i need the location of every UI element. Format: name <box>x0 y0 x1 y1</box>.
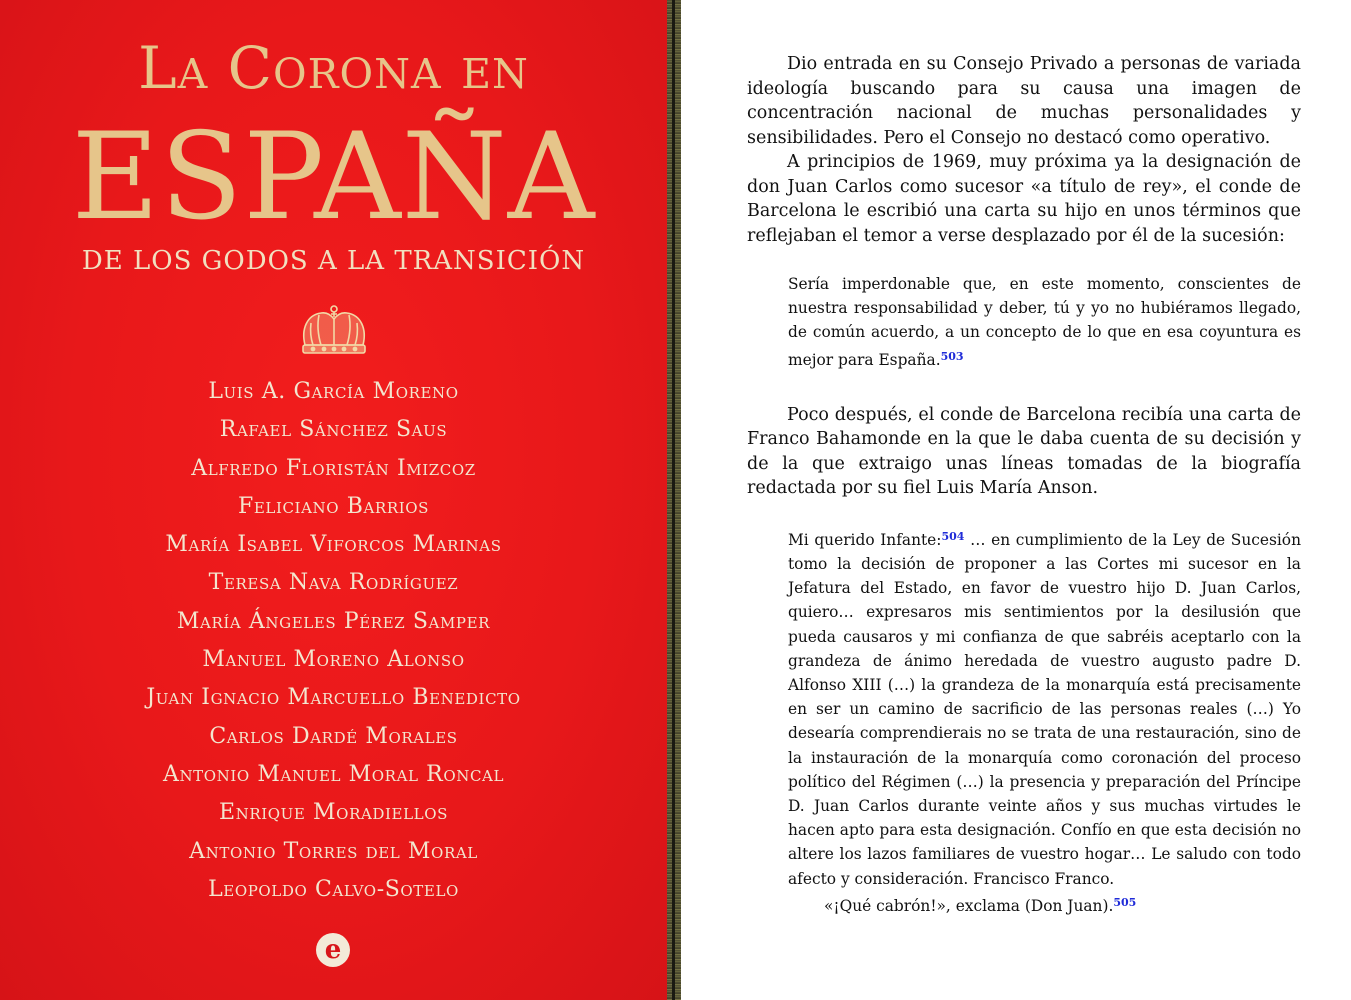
book-cover <box>0 0 667 1000</box>
author-name: Juan Ignacio Marcuello Benedicto <box>146 685 521 711</box>
book-spine-divider <box>667 0 681 1000</box>
publisher-logo-icon: e <box>316 933 350 967</box>
cover-title-line2-text: ESPAÑA <box>71 108 596 247</box>
author-list <box>0 373 667 909</box>
author-name: Feliciano Barrios <box>237 493 430 519</box>
paragraph-1: Dio entrada en su Consejo Privado a personas de variada ideología buscando para su causa una imagen de concentración nacional de muchas personalidades y sensibilidades. Pero el Consejo no destacó como operativo. <box>747 54 1301 148</box>
cover-title-line1 <box>0 34 667 102</box>
quote-3-text: «¡Qué cabrón!», exclama (Don Juan). <box>824 896 1114 915</box>
author-name: Leopoldo Calvo-Sotelo <box>208 876 459 902</box>
author-name: Antonio Torres del Moral <box>189 838 478 864</box>
book-page-text <box>747 52 1301 918</box>
quote-2-text: … en cumplimiento de la Ley de Sucesión tomo la decisión de proponer a las Cortes mi sucesor en la Jefatura del Estado, en favor de vuestro hijo D. Juan Carlos, quiero… expresaros mis sentimientos por la desilusión que pueda causaros y mi confianza de que sabréis aceptarlo con la grandeza de ánimo heredada de vuestro augusto padre D. Alfonso XIII (…) la grandeza de la monarquía está precisamente en ser un camino de sacrificio de las personas reales (…) Yo desearía comprendierais no se trata de una restauración, sino de la instauración de la monarquía como coronación del proceso político del Régimen (…) la presencia y preparación del Príncipe D. Juan Carlos durante veinte años y sus muchas virtudes le hacen apto para esta designación. Confío en que esta decisión no altere los lazos familiares de vuestro hogar… Le saludo con todo afecto y consideración. Francisco Franco. <box>788 530 1301 888</box>
author-name: María Isabel Viforcos Marinas <box>165 532 502 558</box>
cover-title-line2 <box>0 108 667 247</box>
author-name: María Ángeles Pérez Samper <box>176 608 491 634</box>
block-quote-1 <box>788 272 1301 372</box>
block-quote-3 <box>788 891 1301 918</box>
author-name: Rafael Sánchez Saus <box>219 417 448 443</box>
footnote-ref-505[interactable]: 505 <box>1113 895 1137 909</box>
cover-subtitle: DE LOS GODOS A LA TRANSICIÓN <box>81 246 586 276</box>
author-name: Teresa Nava Rodríguez <box>208 570 459 596</box>
crown-icon <box>291 303 377 359</box>
paragraph-2: A principios de 1969, muy próxima ya la designación de don Juan Carlos como sucesor «a título de rey», el conde de Barcelona le escribió una carta su hijo en unos términos que reflejaban el temor a verse desplazado por él de la sucesión: <box>747 152 1301 246</box>
author-name: Alfredo Floristán Imizcoz <box>191 455 476 481</box>
author-name: Carlos Dardé Morales <box>209 723 458 749</box>
footnote-ref-503[interactable]: 503 <box>940 349 964 363</box>
paragraph-3: Poco después, el conde de Barcelona recibía una carta de Franco Bahamonde en la que le daba cuenta de su decisión y de la que extraigo unas líneas tomadas de la biografía redactada por su fiel Luis María Anson. <box>747 404 1301 499</box>
author-name: Enrique Moradiellos <box>218 800 449 826</box>
footnote-ref-504[interactable]: 504 <box>941 529 965 543</box>
author-name: Manuel Moreno Alonso <box>202 647 465 673</box>
block-quote-2 <box>788 525 1301 891</box>
cover-title-line1-text: La Corona en <box>138 34 529 102</box>
author-name: Antonio Manuel Moral Roncal <box>162 761 505 787</box>
quote-2-salutation: Mi querido Infante: <box>788 530 942 549</box>
author-name: Luis A. García Moreno <box>208 379 459 404</box>
quote-1-text: Sería imperdonable que, en este momento, conscientes de nuestra responsabilidad y deber, tú y yo no hubiéramos llegado, de común acuerdo, a un concepto de lo que en esa coyuntura es mejor para España. <box>788 275 1301 369</box>
